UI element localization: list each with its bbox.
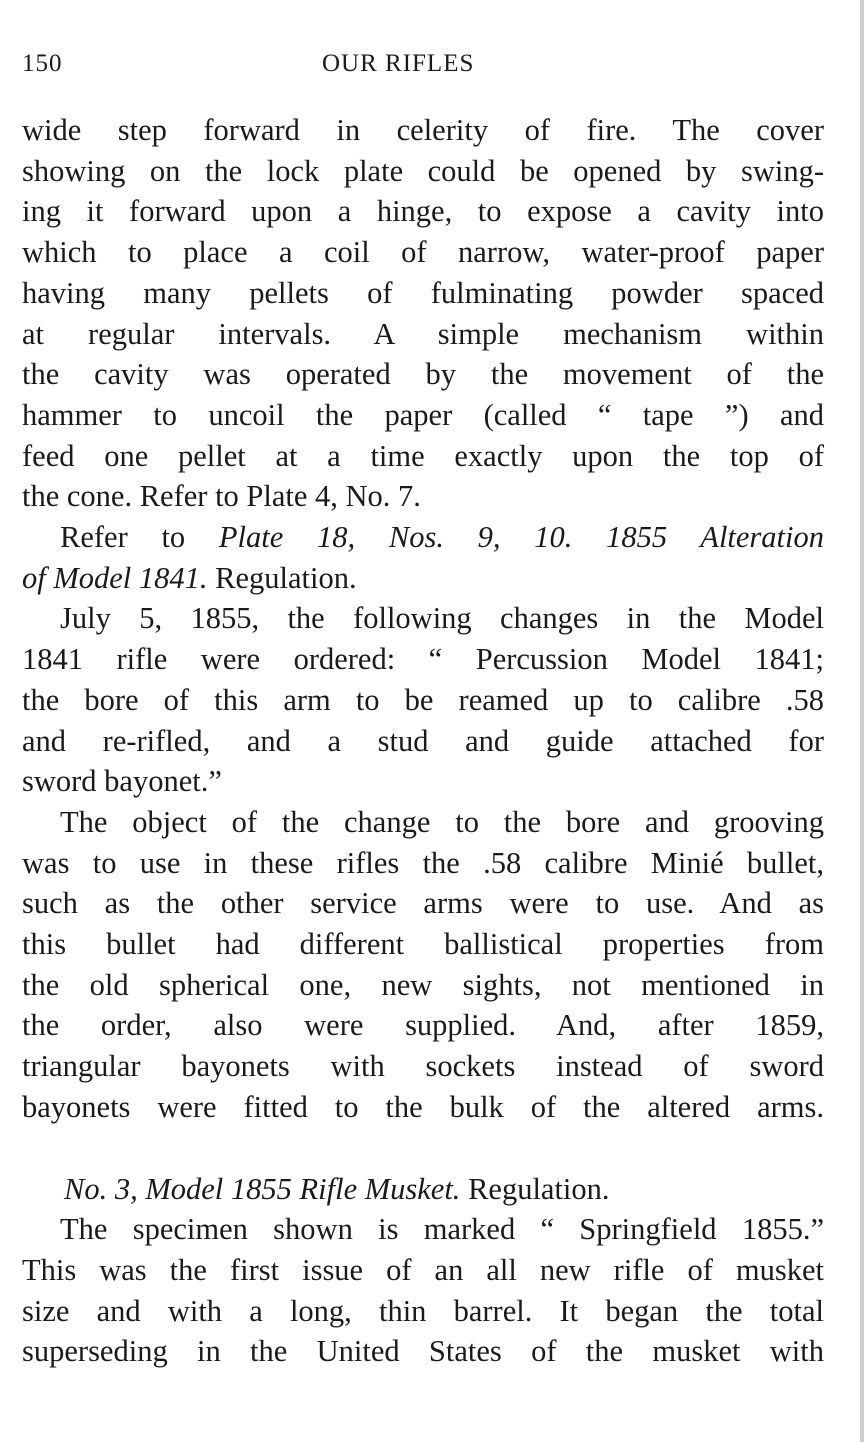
text-line: having many pellets of fulminating powder spaced — [22, 275, 824, 310]
text-line: feed one pellet at a time exactly upon the top of — [22, 438, 824, 473]
text-line: ing it forward upon a hinge, to expose a cavity into — [22, 194, 824, 229]
text-line: The object of the change to the bore and grooving — [60, 804, 824, 839]
body-text — [22, 110, 824, 1372]
text-line: 1841 rifle were ordered: “ Percussion Model 1841; — [22, 642, 824, 677]
text-line: at regular intervals. A simple mechanism within — [22, 316, 824, 351]
section-title: No. 3, Model 1855 Rifle Musket. — [64, 1171, 461, 1206]
page-edge — [860, 0, 864, 1442]
text-run: Refer to — [60, 520, 219, 555]
text-line: was to use in these rifles the .58 calibre Minié bullet, — [22, 845, 824, 880]
text-line: This was the first issue of an all new rifle of musket — [22, 1252, 824, 1287]
text-run: Regulation. — [460, 1171, 610, 1206]
text-line: bayonets were fitted to the bulk of the altered arms. — [22, 1089, 824, 1124]
text-line: the order, also were supplied. And, after 1859, — [22, 1008, 824, 1043]
text-line: size and with a long, thin barrel. It began the total — [22, 1293, 824, 1328]
text-line: showing on the lock plate could be opened by swing- — [22, 153, 824, 188]
plate-reference-line — [22, 517, 824, 558]
running-title: OUR RIFLES — [322, 50, 475, 77]
page-header — [22, 50, 822, 90]
text-line: the old spherical one, new sights, not mentioned in — [22, 967, 824, 1002]
text-line: July 5, 1855, the following changes in the Model — [60, 601, 824, 636]
section-heading — [22, 1169, 824, 1210]
plate-reference-title: Plate 18, Nos. 9, 10. 1855 Alteration — [218, 520, 824, 555]
text-line: The specimen shown is marked “ Springfield 1855.” — [60, 1212, 824, 1247]
page-number: 150 — [22, 50, 63, 77]
text-line: the bore of this arm to be reamed up to calibre .58 — [22, 682, 824, 717]
text-line: this bullet had different ballistical properties from — [22, 927, 824, 962]
text-line: triangular bayonets with sockets instead of sword — [22, 1049, 824, 1084]
text-run: Regulation. — [207, 560, 357, 595]
section-gap — [22, 1128, 824, 1169]
text-line: and re-rifled, and a stud and guide attached for — [22, 723, 824, 758]
model-title: of Model 1841. — [22, 560, 208, 595]
text-line: such as the other service arms were to use. And as — [22, 886, 824, 921]
text-line: wide step forward in celerity of fire. The cover — [22, 113, 824, 147]
plate-reference-line — [22, 558, 824, 599]
text-line: which to place a coil of narrow, water-proof paper — [22, 235, 824, 270]
text-line: hammer to uncoil the paper (called “ tape ”) and — [22, 397, 824, 432]
text-line: the cone. Refer to Plate 4, No. 7. — [22, 479, 421, 514]
text-line: the cavity was operated by the movement of the — [22, 357, 824, 392]
text-line: sword bayonet.” — [22, 764, 222, 799]
text-line: superseding in the United States of the musket with — [22, 1334, 824, 1369]
